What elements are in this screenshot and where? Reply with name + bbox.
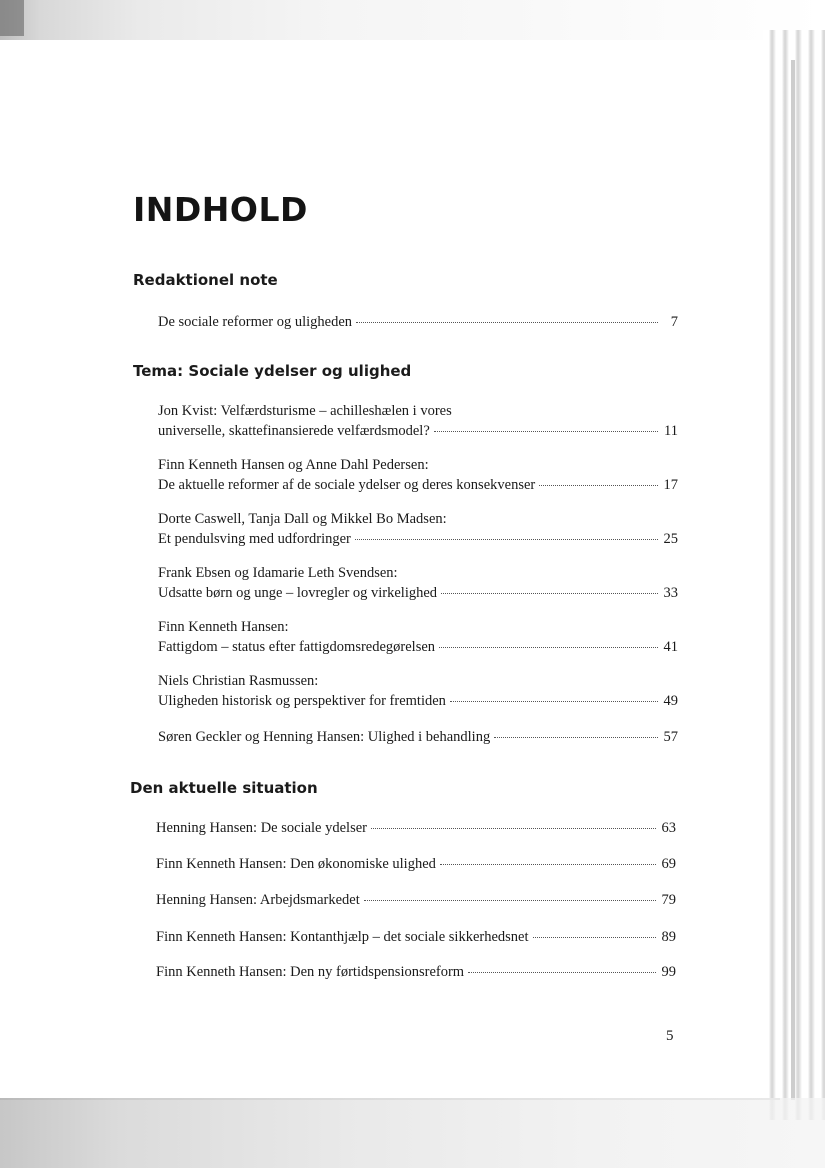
toc-entry-page: 25: [663, 531, 678, 547]
toc-entry-title: Fattigdom – status efter fattigdomsredegørelsen: [158, 639, 436, 655]
toc-entry-page: 57: [663, 729, 678, 745]
toc-entry[interactable]: [156, 890, 676, 910]
toc-entry-title: De sociale reformer og uligheden: [158, 314, 353, 330]
toc-entry-author: Finn Kenneth Hansen og Anne Dahl Pedersen:: [158, 457, 429, 473]
dot-leader: [450, 700, 658, 702]
toc-entry-title: Uligheden historisk og perspektiver for fremtiden: [158, 693, 446, 709]
toc-entry-page: 33: [663, 585, 678, 601]
toc-entry-page: 99: [661, 964, 676, 980]
toc-entry-page: 7: [670, 314, 678, 330]
toc-entry-title: Udsatte børn og unge – lovregler og virkelighed: [158, 585, 438, 601]
page-number: 5: [666, 1028, 674, 1044]
dot-leader: [371, 827, 656, 829]
section-heading-den-aktuelle-situation: Den aktuelle situation: [130, 779, 318, 797]
scan-shadow-top: [0, 0, 825, 40]
toc-entry[interactable]: [158, 401, 678, 441]
toc-entry[interactable]: [158, 312, 678, 332]
toc-entry-page: 41: [663, 639, 678, 655]
toc-entry[interactable]: [156, 927, 676, 947]
scan-shadow-bottom: [0, 1098, 825, 1168]
toc-entry-page: 17: [663, 477, 678, 493]
dot-leader: [356, 321, 658, 323]
toc-entry-page: 11: [664, 423, 678, 439]
toc-entry[interactable]: [158, 563, 678, 603]
dot-leader: [539, 484, 658, 486]
toc-entry[interactable]: [158, 617, 678, 657]
section-heading-tema: Tema: Sociale ydelser og ulighed: [133, 362, 412, 380]
dot-leader: [364, 899, 656, 901]
toc-entry[interactable]: [156, 854, 676, 874]
toc-entry-page: 79: [661, 892, 676, 908]
page-title: INDHOLD: [133, 190, 308, 229]
toc-entry-author: Frank Ebsen og Idamarie Leth Svendsen:: [158, 565, 398, 581]
toc-entry-title: Henning Hansen: Arbejdsmarkedet: [156, 892, 360, 908]
toc-entry-title: Finn Kenneth Hansen: Den økonomiske ulighed: [156, 856, 436, 872]
dot-leader: [355, 538, 658, 540]
toc-entry-author: Dorte Caswell, Tanja Dall og Mikkel Bo Madsen:: [158, 511, 447, 527]
dot-leader: [441, 592, 658, 594]
toc-entry-author: Finn Kenneth Hansen:: [158, 619, 289, 635]
toc-entry-page: 63: [661, 820, 676, 836]
toc-entry-title: universelle, skattefinansierede velfærdsmodel?: [158, 423, 430, 439]
dot-leader: [439, 646, 658, 648]
dot-leader: [494, 736, 658, 738]
toc-entry-title: Finn Kenneth Hansen: Kontanthjælp – det sociale sikkerhedsnet: [156, 929, 529, 945]
toc-entry-page: 49: [663, 693, 678, 709]
toc-entry-author: Jon Kvist: Velfærdsturisme – achilleshælen i vores: [158, 403, 452, 419]
dot-leader: [468, 971, 656, 973]
toc-entry-title: Et pendulsving med udfordringer: [158, 531, 351, 547]
toc-entry-author: Niels Christian Rasmussen:: [158, 673, 319, 689]
dot-leader: [434, 430, 658, 432]
toc-entry[interactable]: [158, 671, 678, 711]
scan-edge-line: [791, 60, 795, 1100]
toc-entry[interactable]: [156, 818, 676, 838]
dot-leader: [440, 863, 656, 865]
toc-entry-page: 89: [661, 929, 676, 945]
toc-entry[interactable]: [158, 727, 678, 747]
toc-entry-title: Henning Hansen: De sociale ydelser: [156, 820, 367, 836]
toc-entry-title: Søren Geckler og Henning Hansen: Ulighed i behandling: [158, 729, 491, 745]
toc-entry[interactable]: [158, 455, 678, 495]
scan-shadow-corner: [0, 0, 24, 36]
toc-entry-page: 69: [661, 856, 676, 872]
toc-entry[interactable]: [158, 509, 678, 549]
dot-leader: [533, 936, 657, 938]
toc-entry-title: Finn Kenneth Hansen: Den ny førtidspensionsreform: [156, 964, 465, 980]
toc-entry-title: De aktuelle reformer af de sociale ydelser og deres konsekvenser: [158, 477, 536, 493]
toc-entry[interactable]: [156, 962, 676, 982]
section-heading-redaktionel-note: Redaktionel note: [133, 271, 278, 289]
